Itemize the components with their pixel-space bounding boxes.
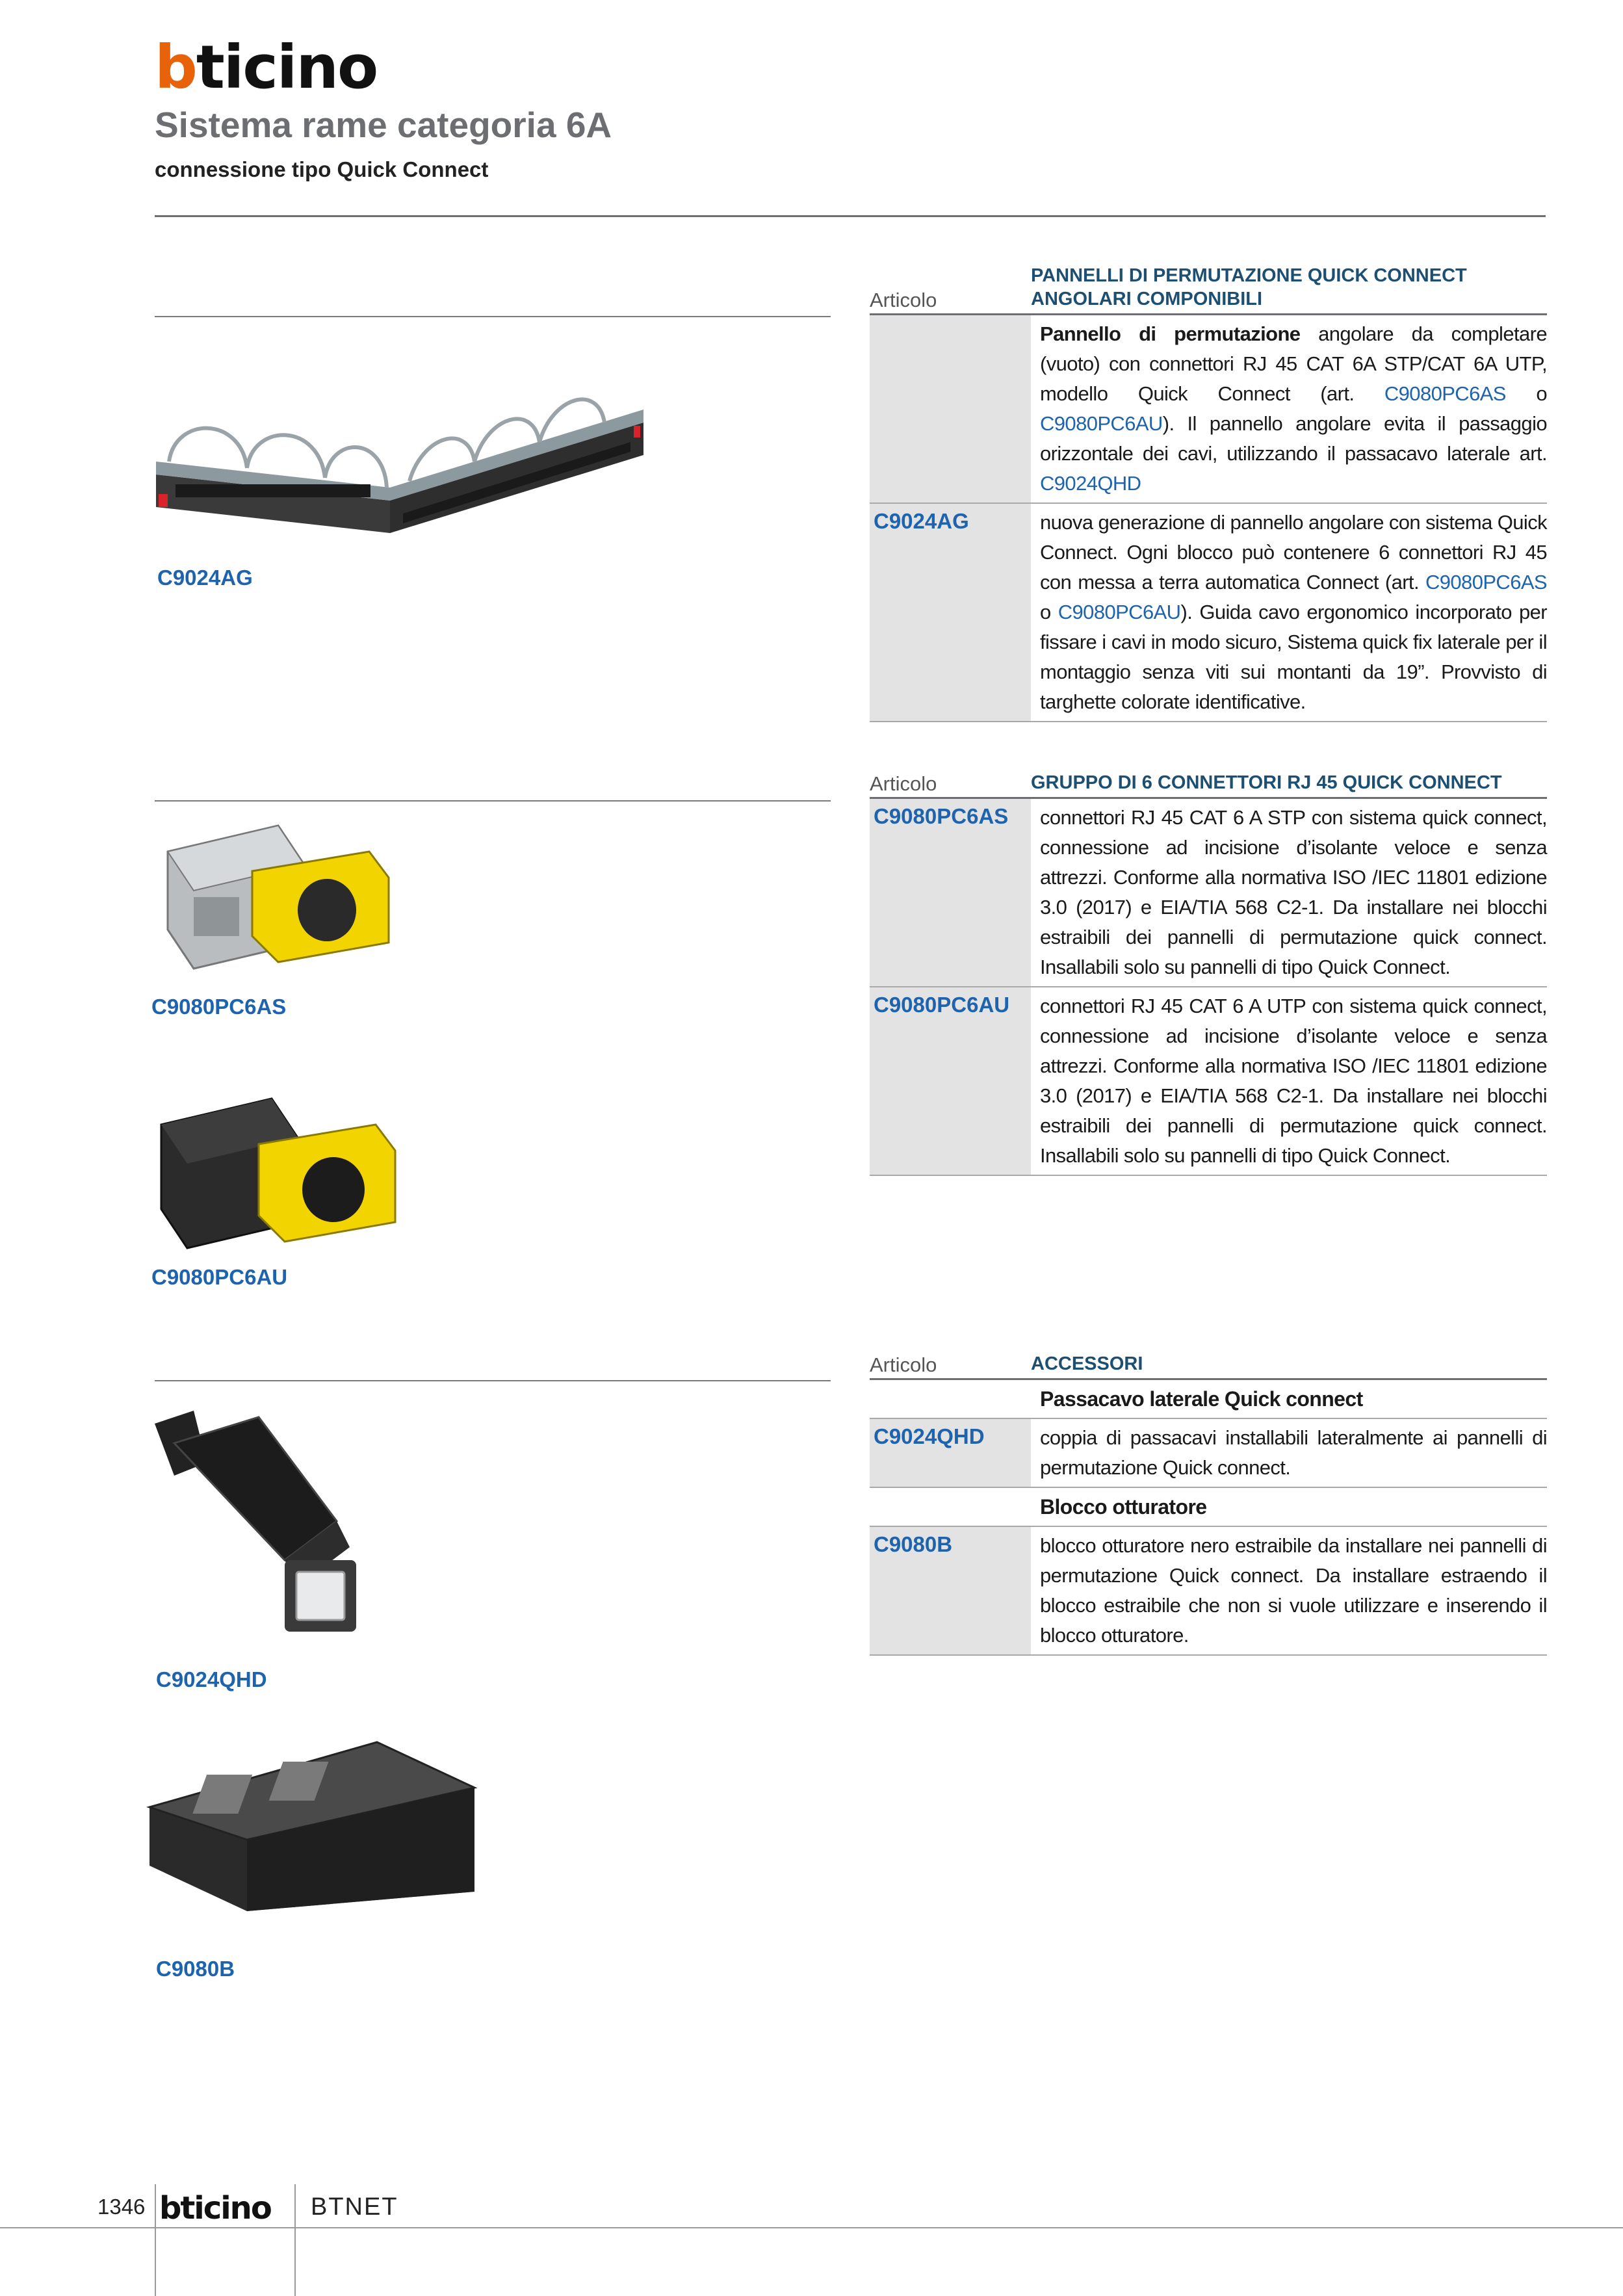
footer-divider bbox=[294, 2184, 296, 2296]
article-link[interactable]: C9024QHD bbox=[1040, 472, 1141, 495]
section-heading: ACCESSORI bbox=[1031, 1353, 1143, 1374]
page-title: Sistema rame categoria 6A bbox=[155, 105, 612, 145]
subheading: Passacavo laterale Quick connect bbox=[1040, 1387, 1363, 1411]
footer-divider bbox=[155, 2184, 156, 2296]
article-description: nuova generazione di pannello angolare con sistema Quick Connect. Ogni blocco può contenere 6 connettori RJ 45 con messa a terra automatica Connect (art. C9080PC6AS o C9080PC6AU). Guida cavo ergonomico incorporato per fissare i cavi in modo sicuro, Sistema quick fix laterale per il montaggio senza viti sui montanti da 19”. Provvisto di targhette colorate identificative. bbox=[1040, 511, 1548, 713]
image-divider bbox=[155, 800, 831, 802]
article-link[interactable]: C9080PC6AU bbox=[1058, 601, 1181, 623]
table-row bbox=[870, 504, 1547, 722]
article-code: C9024AG bbox=[870, 504, 1031, 721]
article-code: C9080PC6AU bbox=[870, 987, 1031, 1175]
cable-guide-image bbox=[155, 1404, 376, 1651]
intro-description: Pannello di permutazione angolare da completare (vuoto) con connettori RJ 45 CAT 6A STP/CAT 6A UTP, modello Quick Connect (art. C9080PC6AS o C9080PC6AU). Il pannello angolare evita il passaggio orizzontale dei cavi, utilizzando il passacavo laterale art. C9024QHD bbox=[1040, 322, 1548, 495]
empty-code-cell bbox=[870, 1488, 1031, 1526]
footer-rule bbox=[0, 2227, 1623, 2228]
table-header bbox=[870, 771, 1547, 799]
article-description: blocco otturatore nero estraibile da installare nei pannelli di permutazione Quick connect. Da installare estraendo il blocco estraibile che non si vuole utilizzare e inserendo il blocco otturatore. bbox=[1040, 1534, 1547, 1647]
section-heading: PANNELLI DI PERMUTAZIONE QUICK CONNECT ANGOLARI COMPONIBILI bbox=[1031, 265, 1467, 309]
article-code: C9080PC6AS bbox=[870, 799, 1031, 986]
section-heading: GRUPPO DI 6 CONNETTORI RJ 45 QUICK CONNECT bbox=[1031, 772, 1502, 793]
blanking-block-image bbox=[143, 1736, 481, 1918]
patch-panel-image bbox=[149, 364, 650, 540]
page-subtitle: connessione tipo Quick Connect bbox=[155, 157, 489, 181]
image-code-label: C9024QHD bbox=[156, 1667, 267, 1691]
footer-section-name: BTNET bbox=[311, 2193, 398, 2221]
article-description: coppia di passacavi installabili lateralmente ai pannelli di permutazione Quick connect. bbox=[1040, 1426, 1547, 1479]
image-code-label: C9080PC6AS bbox=[151, 995, 287, 1019]
section-accessories bbox=[870, 1352, 1547, 1656]
article-column-label: Articolo bbox=[870, 289, 937, 311]
image-code-label: C9024AG bbox=[157, 566, 253, 590]
article-column-label: Articolo bbox=[870, 1353, 937, 1376]
article-link[interactable]: C9080PC6AS bbox=[1384, 382, 1506, 405]
table-row bbox=[870, 987, 1547, 1176]
article-column-label: Articolo bbox=[870, 772, 937, 795]
header-divider bbox=[155, 215, 1546, 217]
subheading: Blocco otturatore bbox=[1040, 1495, 1207, 1519]
image-divider bbox=[155, 316, 831, 317]
article-description: connettori RJ 45 CAT 6 A UTP con sistema quick connect, connessione ad incisione d’isolante veloce e senza attrezzi. Conforme alla normativa ISO /IEC 11801 edizione 3.0 (2017) e EIA/TIA 568 C2-1. Da installare nei blocchi estraibili dei pannelli di permutazione quick connect. Insallabili solo su pannelli di tipo Quick Connect. bbox=[1040, 995, 1547, 1167]
article-code: C9080B bbox=[870, 1527, 1031, 1654]
footer-logo: bticino bbox=[159, 2190, 271, 2226]
article-link[interactable]: C9080PC6AU bbox=[1040, 412, 1163, 435]
section-patch-panels bbox=[870, 264, 1547, 722]
table-row bbox=[870, 315, 1547, 504]
table-row bbox=[870, 799, 1547, 987]
empty-code-cell bbox=[870, 1380, 1031, 1418]
table-row bbox=[870, 1527, 1547, 1656]
header-logo: bticino bbox=[155, 33, 378, 102]
subheading-row bbox=[870, 1488, 1547, 1527]
image-code-label: C9080B bbox=[156, 1957, 235, 1981]
article-link[interactable]: C9080PC6AS bbox=[1425, 571, 1547, 594]
image-divider bbox=[155, 1380, 831, 1381]
table-header bbox=[870, 1352, 1547, 1380]
empty-code-cell bbox=[870, 315, 1031, 502]
table-header bbox=[870, 264, 1547, 315]
connector-utp-image bbox=[155, 1086, 402, 1261]
connector-stp-image bbox=[155, 813, 395, 982]
article-code: C9024QHD bbox=[870, 1419, 1031, 1487]
section-connectors bbox=[870, 771, 1547, 1176]
page-number: 1346 bbox=[97, 2195, 146, 2219]
subheading-row bbox=[870, 1380, 1547, 1419]
image-code-label: C9080PC6AU bbox=[151, 1265, 288, 1289]
table-row bbox=[870, 1419, 1547, 1488]
article-description: connettori RJ 45 CAT 6 A STP con sistema quick connect, connessione ad incisione d’isolante veloce e senza attrezzi. Conforme alla normativa ISO /IEC 11801 edizione 3.0 (2017) e EIA/TIA 568 C2-1. Da installare nei blocchi estraibili dei pannelli di permutazione quick connect. Insallabili solo su pannelli di tipo Quick Connect. bbox=[1040, 806, 1547, 978]
